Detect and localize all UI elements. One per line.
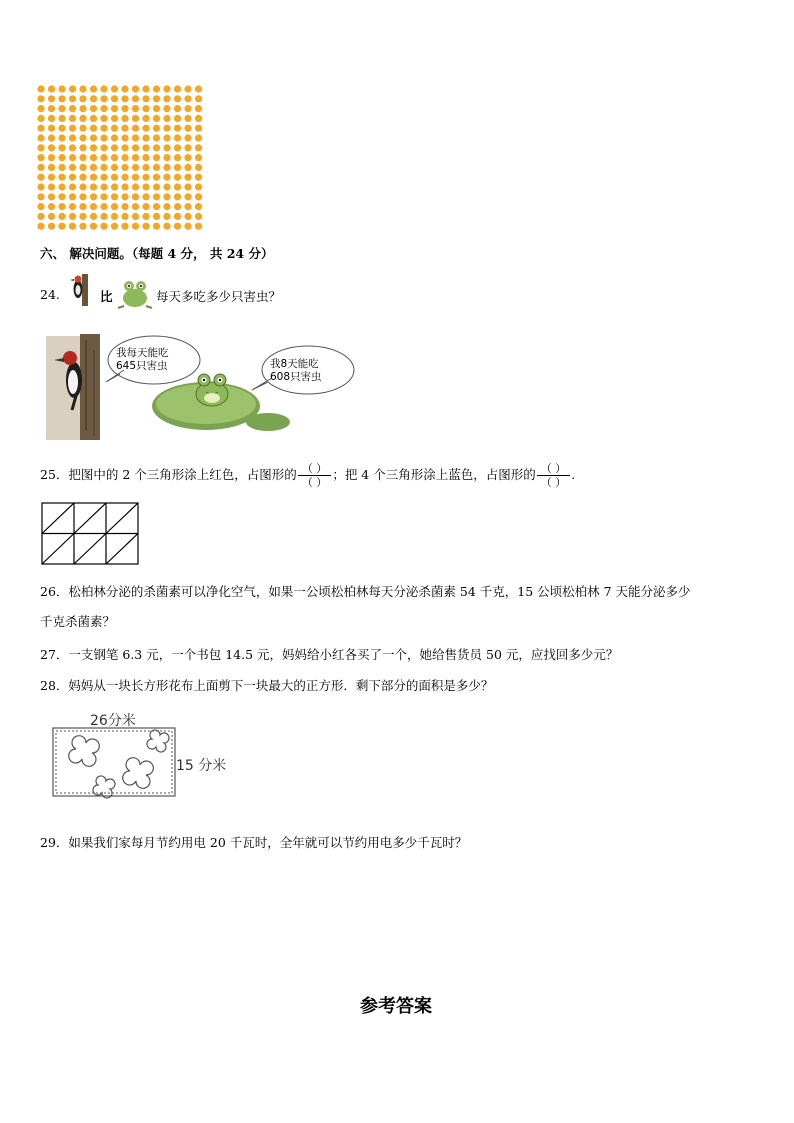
woodpecker-frog-illustration bbox=[46, 330, 356, 442]
dot bbox=[90, 193, 97, 200]
dot bbox=[90, 203, 97, 210]
q26-line2: 千克杀菌素？ bbox=[40, 614, 116, 629]
dot bbox=[153, 213, 160, 220]
q29-text: 29．如果我们家每月节约用电 20 千瓦时，全年就可以节约用电多少千瓦时？ bbox=[40, 835, 468, 850]
dot bbox=[79, 115, 86, 122]
dot bbox=[184, 105, 191, 112]
dot bbox=[100, 164, 107, 171]
dot bbox=[163, 125, 170, 132]
section-heading: 六、 解决问题。（每题 4 分， 共 24 分） bbox=[40, 246, 274, 261]
dot bbox=[37, 223, 44, 230]
dot bbox=[195, 213, 202, 220]
dot bbox=[184, 193, 191, 200]
dot bbox=[184, 183, 191, 190]
dot bbox=[58, 115, 65, 122]
dot bbox=[142, 85, 149, 92]
dot bbox=[69, 183, 76, 190]
q25-part3: . bbox=[571, 467, 576, 482]
dot bbox=[153, 95, 160, 102]
dot bbox=[79, 154, 86, 161]
dot bbox=[174, 193, 181, 200]
dot bbox=[37, 154, 44, 161]
dot bbox=[195, 95, 202, 102]
dot bbox=[100, 183, 107, 190]
q24-number: 24. bbox=[40, 287, 60, 302]
dot bbox=[58, 85, 65, 92]
dot bbox=[100, 193, 107, 200]
dot bbox=[121, 154, 128, 161]
dot bbox=[48, 144, 55, 151]
dot bbox=[153, 125, 160, 132]
dot bbox=[90, 144, 97, 151]
dot bbox=[111, 193, 118, 200]
dot bbox=[58, 125, 65, 132]
dot bbox=[69, 164, 76, 171]
dot bbox=[121, 134, 128, 141]
dot bbox=[174, 213, 181, 220]
dot bbox=[48, 164, 55, 171]
dot bbox=[121, 183, 128, 190]
dot bbox=[48, 213, 55, 220]
dot bbox=[142, 213, 149, 220]
dot-grid bbox=[36, 84, 212, 236]
dot bbox=[174, 174, 181, 181]
dot bbox=[100, 203, 107, 210]
dot bbox=[79, 95, 86, 102]
dot bbox=[90, 174, 97, 181]
dot bbox=[142, 154, 149, 161]
dot bbox=[132, 105, 139, 112]
compare-word: 比 bbox=[100, 289, 113, 304]
dot bbox=[111, 134, 118, 141]
dot bbox=[90, 213, 97, 220]
dot bbox=[111, 174, 118, 181]
answer-key-title: 参考答案 bbox=[360, 996, 432, 1017]
dot bbox=[37, 144, 44, 151]
dot bbox=[132, 174, 139, 181]
dot bbox=[69, 134, 76, 141]
dot bbox=[111, 85, 118, 92]
dot bbox=[163, 193, 170, 200]
dot bbox=[184, 154, 191, 161]
dot bbox=[79, 125, 86, 132]
dot bbox=[79, 183, 86, 190]
dot bbox=[37, 115, 44, 122]
dot bbox=[100, 105, 107, 112]
dot bbox=[174, 115, 181, 122]
dot bbox=[184, 174, 191, 181]
dot bbox=[163, 144, 170, 151]
dot bbox=[58, 213, 65, 220]
dot bbox=[100, 134, 107, 141]
dot bbox=[58, 144, 65, 151]
dot bbox=[153, 115, 160, 122]
dot bbox=[195, 125, 202, 132]
dot bbox=[100, 174, 107, 181]
dot bbox=[90, 85, 97, 92]
dot bbox=[37, 174, 44, 181]
dot bbox=[132, 85, 139, 92]
fraction-denominator-blank: （ ） bbox=[301, 476, 328, 489]
dot bbox=[100, 95, 107, 102]
dot bbox=[111, 95, 118, 102]
dot bbox=[111, 154, 118, 161]
dot bbox=[132, 203, 139, 210]
woodpecker-icon bbox=[70, 272, 92, 308]
dot bbox=[174, 134, 181, 141]
q26-line1: 26．松柏林分泌的杀菌素可以净化空气，如果一公顷松柏林每天分泌杀菌素 54 千克，15 公顷松柏林 7 天能分泌多少 bbox=[40, 584, 691, 599]
dot bbox=[69, 213, 76, 220]
dot bbox=[142, 125, 149, 132]
dot bbox=[111, 203, 118, 210]
dot bbox=[174, 223, 181, 230]
dot bbox=[132, 134, 139, 141]
fraction-denominator-blank: （ ） bbox=[540, 476, 567, 489]
dot bbox=[142, 174, 149, 181]
dot bbox=[174, 154, 181, 161]
dot bbox=[37, 134, 44, 141]
dot bbox=[132, 115, 139, 122]
dot bbox=[90, 95, 97, 102]
dot bbox=[153, 105, 160, 112]
dot bbox=[184, 203, 191, 210]
dot bbox=[100, 213, 107, 220]
dot bbox=[90, 115, 97, 122]
dot bbox=[142, 164, 149, 171]
dot bbox=[111, 223, 118, 230]
dot bbox=[58, 134, 65, 141]
dot bbox=[195, 223, 202, 230]
dot bbox=[121, 223, 128, 230]
dot bbox=[142, 144, 149, 151]
dot bbox=[37, 125, 44, 132]
dot bbox=[90, 134, 97, 141]
q27-text: 27．一支钢笔 6.3 元，一个书包 14.5 元，妈妈给小红各买了一个，她给售货员 50 元，应找回多少元？ bbox=[40, 647, 619, 662]
flower-cloth-rectangle bbox=[52, 727, 178, 799]
dot bbox=[48, 203, 55, 210]
dot bbox=[58, 105, 65, 112]
q25-part1: 25．把图中的 2 个三角形涂上红色，占图形的 bbox=[40, 467, 297, 482]
dot bbox=[90, 125, 97, 132]
dot bbox=[163, 105, 170, 112]
dot bbox=[48, 193, 55, 200]
dot bbox=[121, 115, 128, 122]
dot bbox=[69, 174, 76, 181]
dot bbox=[69, 125, 76, 132]
dot bbox=[163, 154, 170, 161]
dot bbox=[37, 193, 44, 200]
dot bbox=[58, 95, 65, 102]
dot bbox=[79, 223, 86, 230]
dot bbox=[153, 203, 160, 210]
q25-line bbox=[40, 463, 575, 488]
dot bbox=[111, 105, 118, 112]
dot bbox=[195, 115, 202, 122]
dot bbox=[132, 193, 139, 200]
dot bbox=[69, 154, 76, 161]
q25-part2: ；把 4 个三角形涂上蓝色，占图形的 bbox=[332, 467, 536, 482]
dot bbox=[58, 174, 65, 181]
dot bbox=[69, 95, 76, 102]
dot bbox=[37, 164, 44, 171]
dot bbox=[184, 134, 191, 141]
dot bbox=[174, 85, 181, 92]
dot bbox=[153, 134, 160, 141]
dot bbox=[48, 95, 55, 102]
dot bbox=[163, 85, 170, 92]
dot bbox=[174, 164, 181, 171]
dot bbox=[153, 85, 160, 92]
dot bbox=[58, 164, 65, 171]
dot bbox=[90, 183, 97, 190]
dot bbox=[195, 183, 202, 190]
dot bbox=[174, 203, 181, 210]
dot bbox=[37, 203, 44, 210]
dot bbox=[132, 223, 139, 230]
dot bbox=[184, 164, 191, 171]
dot bbox=[174, 105, 181, 112]
dot bbox=[90, 105, 97, 112]
dot bbox=[48, 134, 55, 141]
dot bbox=[142, 203, 149, 210]
dot bbox=[58, 223, 65, 230]
dot bbox=[111, 183, 118, 190]
dot bbox=[90, 154, 97, 161]
q24-text: 每天多吃多少只害虫？ bbox=[156, 289, 282, 304]
frog-speech-bubble: 我8天能吃 608只害虫 bbox=[270, 358, 322, 383]
dot bbox=[142, 95, 149, 102]
height-label: 15 分米 bbox=[176, 758, 227, 774]
dot bbox=[184, 144, 191, 151]
dot bbox=[142, 223, 149, 230]
dot bbox=[163, 213, 170, 220]
dot bbox=[58, 154, 65, 161]
dot bbox=[163, 223, 170, 230]
dot bbox=[100, 115, 107, 122]
dot bbox=[69, 203, 76, 210]
dot bbox=[79, 174, 86, 181]
dot bbox=[69, 115, 76, 122]
dot bbox=[90, 223, 97, 230]
dot bbox=[79, 144, 86, 151]
dot bbox=[195, 193, 202, 200]
dot bbox=[37, 85, 44, 92]
dot bbox=[153, 174, 160, 181]
dot bbox=[163, 164, 170, 171]
dot bbox=[121, 193, 128, 200]
dot bbox=[100, 85, 107, 92]
dot bbox=[121, 125, 128, 132]
dot bbox=[142, 193, 149, 200]
dot bbox=[153, 223, 160, 230]
dot bbox=[174, 183, 181, 190]
dot bbox=[48, 115, 55, 122]
dot bbox=[69, 193, 76, 200]
dot bbox=[111, 213, 118, 220]
dot bbox=[100, 223, 107, 230]
dot bbox=[153, 144, 160, 151]
dot bbox=[153, 193, 160, 200]
dot bbox=[48, 125, 55, 132]
dot bbox=[121, 213, 128, 220]
dot bbox=[153, 154, 160, 161]
dot bbox=[142, 115, 149, 122]
dot bbox=[153, 183, 160, 190]
dot bbox=[79, 203, 86, 210]
dot bbox=[163, 203, 170, 210]
dot bbox=[100, 144, 107, 151]
dot bbox=[132, 183, 139, 190]
q28-text: 28．妈妈从一块长方形花布上面剪下一块最大的正方形．剩下部分的面积是多少？ bbox=[40, 678, 494, 693]
dot bbox=[111, 164, 118, 171]
dot bbox=[48, 154, 55, 161]
dot bbox=[184, 213, 191, 220]
dot bbox=[79, 164, 86, 171]
dot bbox=[132, 154, 139, 161]
dot bbox=[111, 144, 118, 151]
width-label: 26分米 bbox=[90, 713, 136, 729]
dot bbox=[132, 213, 139, 220]
frog-icon bbox=[116, 274, 154, 310]
dot bbox=[48, 85, 55, 92]
dot bbox=[132, 144, 139, 151]
dot bbox=[153, 164, 160, 171]
dot bbox=[100, 154, 107, 161]
dot bbox=[174, 144, 181, 151]
dot bbox=[111, 125, 118, 132]
dot bbox=[121, 164, 128, 171]
dot bbox=[174, 125, 181, 132]
fraction-blank-2 bbox=[537, 463, 571, 488]
dot bbox=[195, 105, 202, 112]
fraction-blank-1 bbox=[298, 463, 332, 488]
dot bbox=[142, 105, 149, 112]
triangle-grid bbox=[41, 502, 141, 566]
dot bbox=[48, 183, 55, 190]
dot bbox=[79, 85, 86, 92]
fraction-numerator-blank: （ ） bbox=[537, 463, 571, 476]
dot bbox=[79, 134, 86, 141]
dot bbox=[121, 85, 128, 92]
dot bbox=[121, 174, 128, 181]
woodpecker-speech-bubble: 我每天能吃 645只害虫 bbox=[116, 347, 169, 372]
dot bbox=[132, 95, 139, 102]
dot bbox=[69, 105, 76, 112]
dot bbox=[174, 95, 181, 102]
dot bbox=[142, 183, 149, 190]
dot bbox=[90, 164, 97, 171]
dot bbox=[132, 164, 139, 171]
dot bbox=[142, 134, 149, 141]
dot bbox=[37, 95, 44, 102]
dot bbox=[37, 213, 44, 220]
dot bbox=[195, 174, 202, 181]
dot bbox=[163, 134, 170, 141]
dot bbox=[48, 105, 55, 112]
fraction-numerator-blank: （ ） bbox=[298, 463, 332, 476]
dot bbox=[163, 174, 170, 181]
dot bbox=[69, 144, 76, 151]
dot bbox=[58, 203, 65, 210]
dot bbox=[58, 193, 65, 200]
dot bbox=[37, 183, 44, 190]
dot bbox=[48, 223, 55, 230]
dot bbox=[79, 213, 86, 220]
dot bbox=[195, 85, 202, 92]
dot bbox=[48, 174, 55, 181]
dot bbox=[121, 105, 128, 112]
dot bbox=[184, 125, 191, 132]
dot bbox=[79, 105, 86, 112]
dot bbox=[195, 154, 202, 161]
dot bbox=[121, 95, 128, 102]
dot bbox=[163, 115, 170, 122]
dot bbox=[69, 85, 76, 92]
dot bbox=[163, 95, 170, 102]
dot bbox=[37, 105, 44, 112]
dot bbox=[195, 144, 202, 151]
dot bbox=[184, 223, 191, 230]
dot bbox=[195, 203, 202, 210]
dot bbox=[184, 95, 191, 102]
dot bbox=[184, 115, 191, 122]
dot bbox=[121, 144, 128, 151]
dot bbox=[163, 183, 170, 190]
dot bbox=[58, 183, 65, 190]
dot bbox=[121, 203, 128, 210]
dot bbox=[111, 115, 118, 122]
dot bbox=[184, 85, 191, 92]
dot bbox=[195, 134, 202, 141]
dot bbox=[69, 223, 76, 230]
dot bbox=[100, 125, 107, 132]
dot bbox=[79, 193, 86, 200]
dot bbox=[132, 125, 139, 132]
dot bbox=[195, 164, 202, 171]
